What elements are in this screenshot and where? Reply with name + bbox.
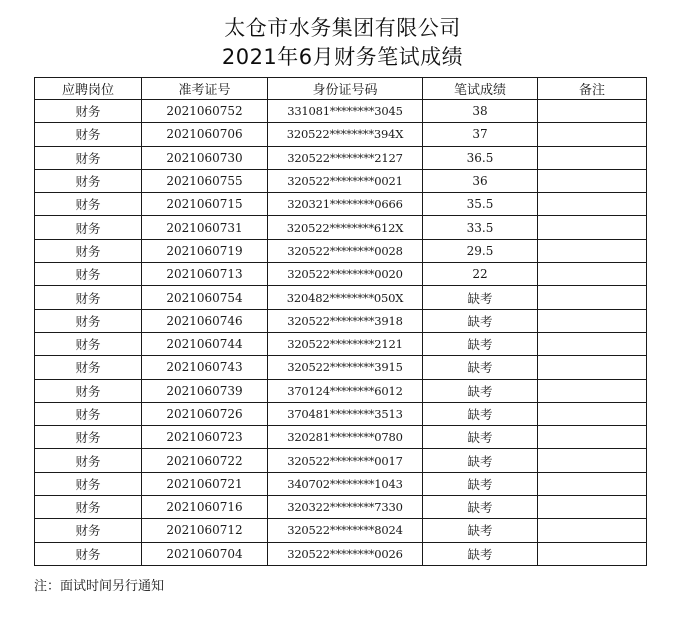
cell-remark <box>538 449 647 472</box>
cell-remark <box>538 239 647 262</box>
cell-post: 财务 <box>35 472 142 495</box>
cell-id-number: 370124********6012 <box>268 379 423 402</box>
cell-exam-number: 2021060744 <box>142 332 268 355</box>
cell-score: 35.5 <box>423 193 538 216</box>
cell-exam-number: 2021060743 <box>142 356 268 379</box>
cell-id-number: 320522********2121 <box>268 332 423 355</box>
cell-exam-number: 2021060739 <box>142 379 268 402</box>
table-body <box>35 100 647 566</box>
document-subtitle: 2021年6月财务笔试成绩 <box>221 45 464 69</box>
cell-exam-number: 2021060746 <box>142 309 268 332</box>
cell-post: 财务 <box>35 519 142 542</box>
cell-id-number: 320522********0021 <box>268 169 423 192</box>
cell-exam-number: 2021060730 <box>142 146 268 169</box>
cell-score: 29.5 <box>423 239 538 262</box>
cell-score: 38 <box>423 100 538 123</box>
cell-remark <box>538 356 647 379</box>
cell-post: 财务 <box>35 216 142 239</box>
cell-post: 财务 <box>35 309 142 332</box>
cell-score: 缺考 <box>423 286 538 309</box>
cell-score: 37 <box>423 123 538 146</box>
cell-remark <box>538 496 647 519</box>
cell-remark <box>538 519 647 542</box>
cell-score: 缺考 <box>423 472 538 495</box>
cell-score: 缺考 <box>423 519 538 542</box>
cell-remark <box>538 332 647 355</box>
cell-exam-number: 2021060712 <box>142 519 268 542</box>
cell-id-number: 320522********3915 <box>268 356 423 379</box>
cell-exam-number: 2021060719 <box>142 239 268 262</box>
table-row <box>35 146 647 169</box>
cell-post: 财务 <box>35 100 142 123</box>
cell-remark <box>538 542 647 565</box>
table-row <box>35 472 647 495</box>
cell-score: 缺考 <box>423 402 538 425</box>
cell-score: 缺考 <box>423 449 538 472</box>
header-id-number: 身份证号码 <box>268 78 423 100</box>
cell-post: 财务 <box>35 263 142 286</box>
cell-post: 财务 <box>35 286 142 309</box>
table-row <box>35 239 647 262</box>
cell-remark <box>538 123 647 146</box>
table-row <box>35 193 647 216</box>
cell-exam-number: 2021060755 <box>142 169 268 192</box>
cell-remark <box>538 402 647 425</box>
cell-id-number: 320522********0028 <box>268 239 423 262</box>
cell-id-number: 320522********612X <box>268 216 423 239</box>
cell-exam-number: 2021060713 <box>142 263 268 286</box>
cell-remark <box>538 169 647 192</box>
exam-scores-table <box>34 77 647 566</box>
cell-remark <box>538 286 647 309</box>
header-score: 笔试成绩 <box>423 78 538 100</box>
cell-score: 33.5 <box>423 216 538 239</box>
cell-score: 缺考 <box>423 356 538 379</box>
cell-remark <box>538 472 647 495</box>
cell-score: 缺考 <box>423 496 538 519</box>
cell-id-number: 370481********3513 <box>268 402 423 425</box>
cell-post: 财务 <box>35 496 142 519</box>
cell-exam-number: 2021060726 <box>142 402 268 425</box>
cell-score: 缺考 <box>423 332 538 355</box>
cell-id-number: 320482********050X <box>268 286 423 309</box>
cell-id-number: 320522********3918 <box>268 309 423 332</box>
cell-id-number: 320522********2127 <box>268 146 423 169</box>
table-row <box>35 496 647 519</box>
cell-score: 36.5 <box>423 146 538 169</box>
table-row <box>35 123 647 146</box>
cell-post: 财务 <box>35 402 142 425</box>
cell-exam-number: 2021060752 <box>142 100 268 123</box>
cell-exam-number: 2021060723 <box>142 426 268 449</box>
cell-post: 财务 <box>35 332 142 355</box>
table-row <box>35 286 647 309</box>
header-post: 应聘岗位 <box>35 78 142 100</box>
cell-exam-number: 2021060731 <box>142 216 268 239</box>
table-row <box>35 519 647 542</box>
cell-id-number: 320281********0780 <box>268 426 423 449</box>
cell-post: 财务 <box>35 193 142 216</box>
table-row <box>35 426 647 449</box>
cell-exam-number: 2021060721 <box>142 472 268 495</box>
document-title: 太仓市水务集团有限公司 <box>224 16 461 40</box>
cell-post: 财务 <box>35 542 142 565</box>
cell-id-number: 340702********1043 <box>268 472 423 495</box>
cell-post: 财务 <box>35 426 142 449</box>
table-row <box>35 379 647 402</box>
cell-exam-number: 2021060716 <box>142 496 268 519</box>
cell-score: 缺考 <box>423 542 538 565</box>
table-row <box>35 356 647 379</box>
cell-remark <box>538 100 647 123</box>
cell-remark <box>538 263 647 286</box>
table-row <box>35 402 647 425</box>
header-exam-number: 准考证号 <box>142 78 268 100</box>
cell-post: 财务 <box>35 123 142 146</box>
table-row <box>35 542 647 565</box>
cell-id-number: 320522********0017 <box>268 449 423 472</box>
table-row <box>35 100 647 123</box>
table-header-row <box>35 78 647 100</box>
cell-remark <box>538 379 647 402</box>
cell-remark <box>538 193 647 216</box>
table-row <box>35 309 647 332</box>
cell-score: 缺考 <box>423 379 538 402</box>
table-row <box>35 332 647 355</box>
cell-exam-number: 2021060754 <box>142 286 268 309</box>
table-row <box>35 216 647 239</box>
footnote: 注：面试时间另行通知 <box>34 579 165 594</box>
cell-remark <box>538 426 647 449</box>
cell-score: 缺考 <box>423 309 538 332</box>
cell-score: 22 <box>423 263 538 286</box>
cell-post: 财务 <box>35 449 142 472</box>
cell-id-number: 320522********0020 <box>268 263 423 286</box>
cell-id-number: 320322********7330 <box>268 496 423 519</box>
cell-score: 36 <box>423 169 538 192</box>
cell-post: 财务 <box>35 239 142 262</box>
table-row <box>35 449 647 472</box>
cell-post: 财务 <box>35 146 142 169</box>
cell-id-number: 320522********8024 <box>268 519 423 542</box>
table-row <box>35 169 647 192</box>
cell-remark <box>538 216 647 239</box>
cell-post: 财务 <box>35 169 142 192</box>
cell-remark <box>538 309 647 332</box>
cell-exam-number: 2021060715 <box>142 193 268 216</box>
cell-exam-number: 2021060706 <box>142 123 268 146</box>
cell-post: 财务 <box>35 379 142 402</box>
cell-score: 缺考 <box>423 426 538 449</box>
cell-id-number: 320321********0666 <box>268 193 423 216</box>
cell-id-number: 331081********3045 <box>268 100 423 123</box>
cell-remark <box>538 146 647 169</box>
cell-exam-number: 2021060722 <box>142 449 268 472</box>
cell-exam-number: 2021060704 <box>142 542 268 565</box>
table-row <box>35 263 647 286</box>
header-remark: 备注 <box>538 78 647 100</box>
cell-id-number: 320522********394X <box>268 123 423 146</box>
cell-post: 财务 <box>35 356 142 379</box>
cell-id-number: 320522********0026 <box>268 542 423 565</box>
